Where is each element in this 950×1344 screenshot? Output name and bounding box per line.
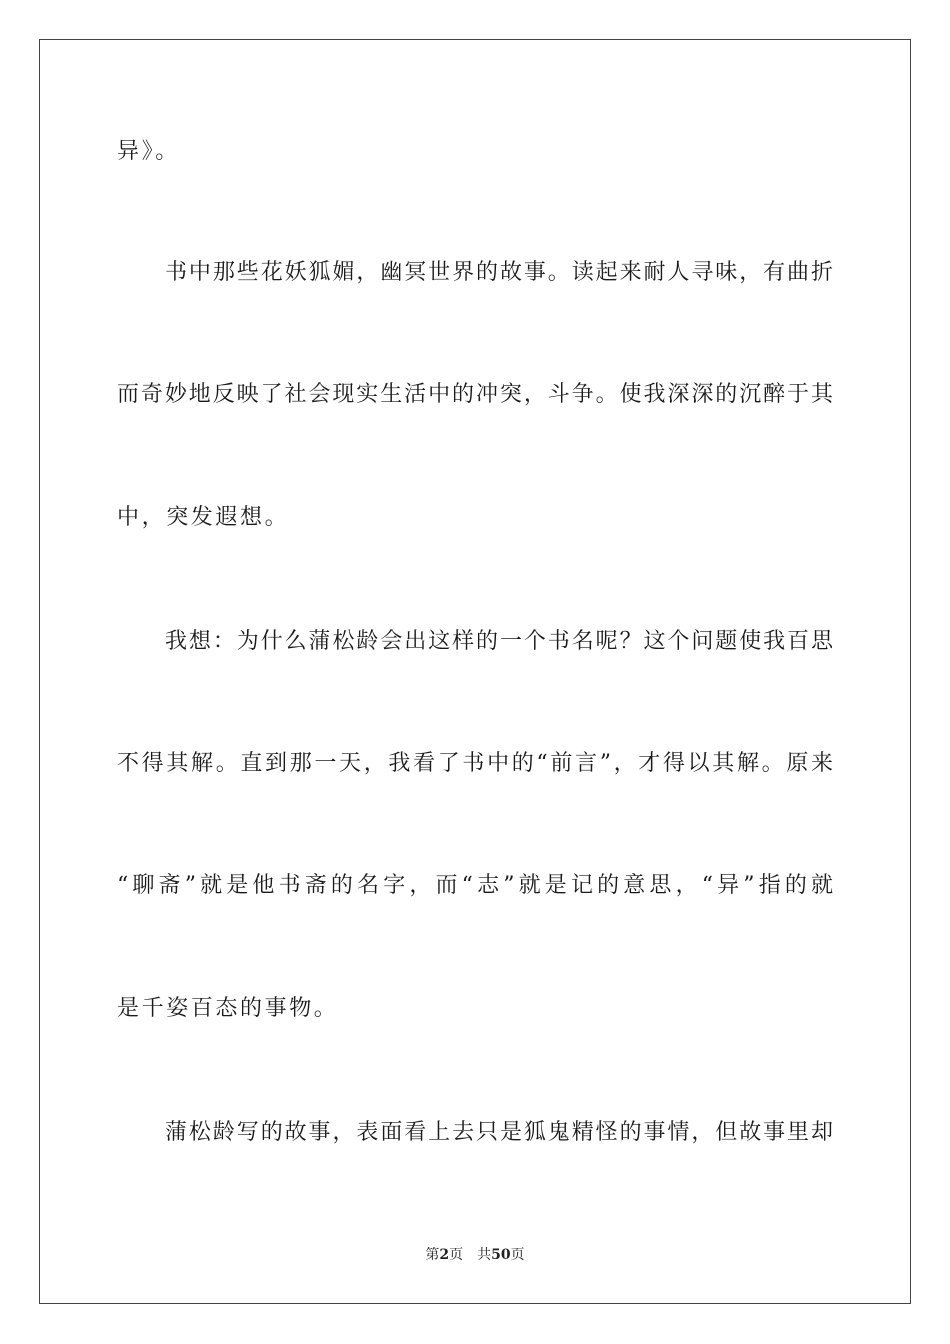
text-line-4: 中，突发遐想。 [117,505,290,530]
text-line-2: 书中那些花妖狐媚，幽冥世界的故事。读起来耐人寻味，有曲折 [165,260,833,285]
text-line-9: 蒲松龄写的故事，表面看上去只是狐鬼精怪的事情，但故事里却 [165,1120,833,1145]
footer-total-suffix: 页 [510,1247,525,1263]
footer-total-prefix: 共 [477,1247,492,1263]
page-border [39,39,911,1304]
text-line-3: 而奇妙地反映了社会现实生活中的冲突，斗争。使我深深的沉醉于其 [117,382,833,407]
text-line-8: 是千姿百态的事物。 [117,996,339,1021]
text-line-7: “聊斋”就是他书斋的名字，而“志”就是记的意思，“异”指的就 [117,873,833,898]
text-line-6: 不得其解。直到那一天，我看了书中的“前言”，才得以其解。原来 [117,751,833,776]
text-line-1: 异》。 [117,139,180,164]
text-line-5: 我想：为什么蒲松龄会出这样的一个书名呢？这个问题使我百思 [165,629,833,654]
footer-page-suffix: 页 [449,1247,464,1263]
footer-page-total: 50 [491,1247,511,1263]
footer-page-prefix: 第 [425,1247,440,1263]
page-footer [0,1246,950,1264]
footer-page-current: 2 [439,1247,450,1263]
